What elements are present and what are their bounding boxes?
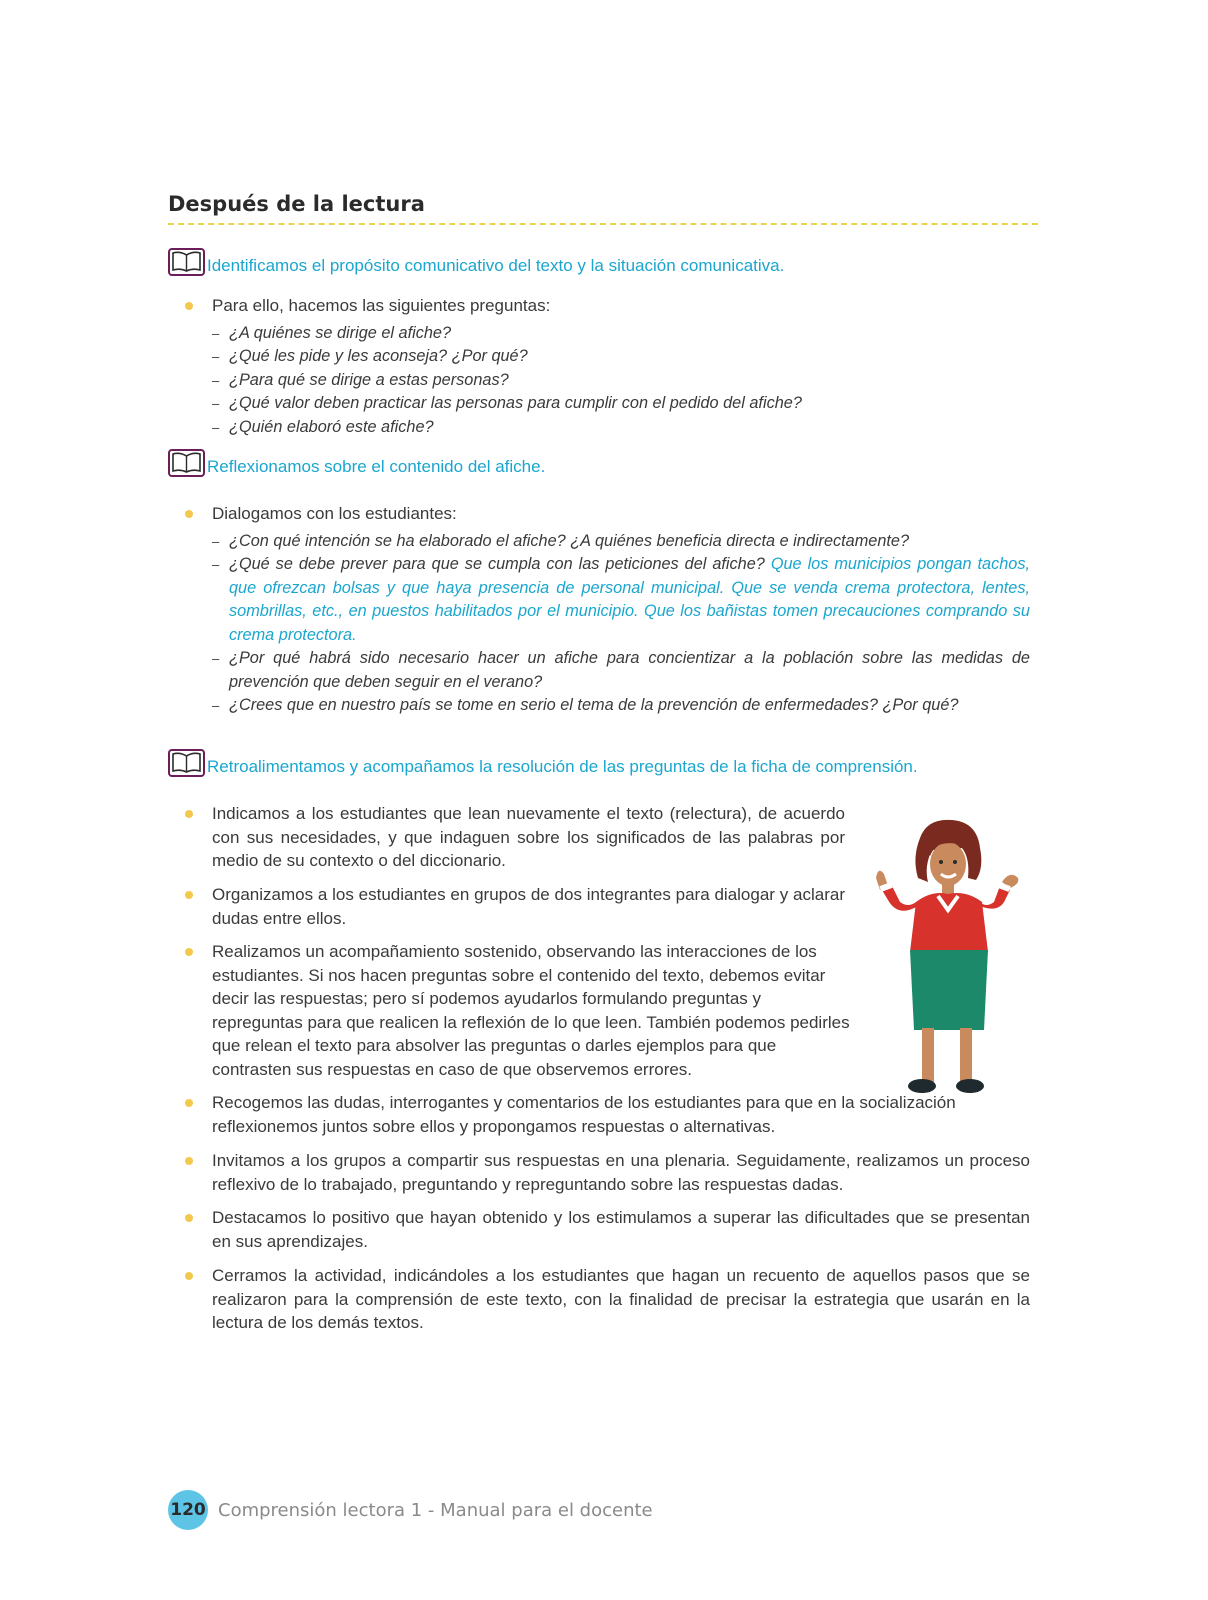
bullet-text: Invitamos a los grupos a compartir sus respuestas en una plenaria. Seguidamente, realizamos un proceso reflexivo de lo trabajado, preguntando y repreguntando sobre las respuestas dadas. [212, 1151, 1030, 1194]
bullet-text: Indicamos a los estudiantes que lean nuevamente el texto (relectura), de acuerdo con sus necesidades, y que indaguen sobre los significados de las palabras por medio de su contexto o del diccionario. [212, 804, 845, 870]
question-item: – ¿Qué valor deben practicar las personas para cumplir con el pedido del afiche? [212, 392, 1030, 416]
list-item [185, 940, 855, 1081]
open-book-icon [168, 749, 205, 777]
page-number-badge [168, 1490, 208, 1530]
question-item: – ¿A quiénes se dirige el afiche? [212, 322, 1030, 346]
question-list [212, 322, 1030, 440]
bullet-text: Organizamos a los estudiantes en grupos de dos integrantes para dialogar y aclarar dudas entre ellos. [212, 885, 845, 928]
list-item [185, 502, 1030, 718]
list-item [185, 1264, 1030, 1335]
page-number: 120 [170, 1500, 206, 1520]
bullet-text: Recogemos las dudas, interrogantes y comentarios de los estudiantes para que en la socialización reflexionemos juntos sobre ellos y propongamos respuestas o alternativas. [212, 1093, 956, 1136]
page-footer [168, 1490, 653, 1530]
section-2-header [168, 449, 545, 477]
open-book-icon [168, 248, 205, 276]
list-item [185, 883, 845, 930]
bullet-text: Cerramos la actividad, indicándoles a los estudiantes que hagan un recuento de aquellos pasos que se realizaron para la comprensión de este texto, con la finalidad de precisar la estrategia que usarán en la lectura de los demás textos. [212, 1266, 1030, 1332]
answer-text: Que los municipios pongan tachos, que ofrezcan bolsas y que haya presencia de personal municipal. Que se venda crema protectora, lentes, sombrillas, etc., en puestos habilitados por el municipio. Que los bañistas tomen precauciones comprando su crema protectora. [229, 555, 1030, 644]
question-item: – ¿Quién elaboró este afiche? [212, 416, 1030, 440]
question-item: – ¿Con qué intención se ha elaborado el afiche? ¿A quiénes beneficia directa e indirectamente? [212, 530, 1030, 554]
section-3-title: Retroalimentamos y acompañamos la resolución de las preguntas de la ficha de comprensión. [207, 757, 918, 776]
section-heading: Después de la lectura [168, 192, 425, 216]
list-item [185, 294, 1030, 439]
list-item [185, 1149, 1030, 1196]
section-2-title: Reflexionamos sobre el contenido del afiche. [207, 457, 546, 476]
bullet-text: Para ello, hacemos las siguientes preguntas: [212, 296, 551, 315]
teacher-illustration [872, 818, 1022, 1100]
question-item: – ¿Crees que en nuestro país se tome en serio el tema de la prevención de enfermedades? ¿Por qué? [212, 694, 1030, 718]
question-text: ¿Qué se debe prever para que se cumpla con las peticiones del afiche? [229, 555, 765, 573]
list-item [185, 1206, 1030, 1253]
footer-title: Comprensión lectora 1 - Manual para el docente [218, 1499, 653, 1521]
question-item: – ¿Por qué habrá sido necesario hacer un afiche para concientizar a la población sobre las medidas de prevención que deben seguir en el verano? [212, 647, 1030, 694]
open-book-icon [168, 449, 205, 477]
dashed-divider [168, 223, 1038, 225]
section-3-header [168, 749, 918, 777]
bullet-text: Realizamos un acompañamiento sostenido, observando las interacciones de los estudiantes. Si nos hacen preguntas sobre el contenido del texto, debemos evitar decir las respuestas; pero sí podemos ayudarlos formulando preguntas y repreguntas para que realicen la reflexión de lo que leen. También podemos pedirles que relean el texto para absolver las preguntas o darles ejemplos para que contrasten sus respuestas en caso de que observemos errores. [212, 942, 850, 1079]
section-1-header [168, 248, 784, 276]
question-item: – ¿Para qué se dirige a estas personas? [212, 369, 1030, 393]
question-item [212, 553, 1030, 647]
section-1-title: Identificamos el propósito comunicativo del texto y la situación comunicativa. [207, 256, 785, 275]
question-item: – ¿Qué les pide y les aconseja? ¿Por qué? [212, 345, 1030, 369]
list-item [185, 802, 845, 873]
bullet-text: Destacamos lo positivo que hayan obtenido y los estimulamos a superar las dificultades que se presentan en sus aprendizajes. [212, 1208, 1030, 1251]
question-list [212, 530, 1030, 718]
bullet-text: Dialogamos con los estudiantes: [212, 504, 457, 523]
